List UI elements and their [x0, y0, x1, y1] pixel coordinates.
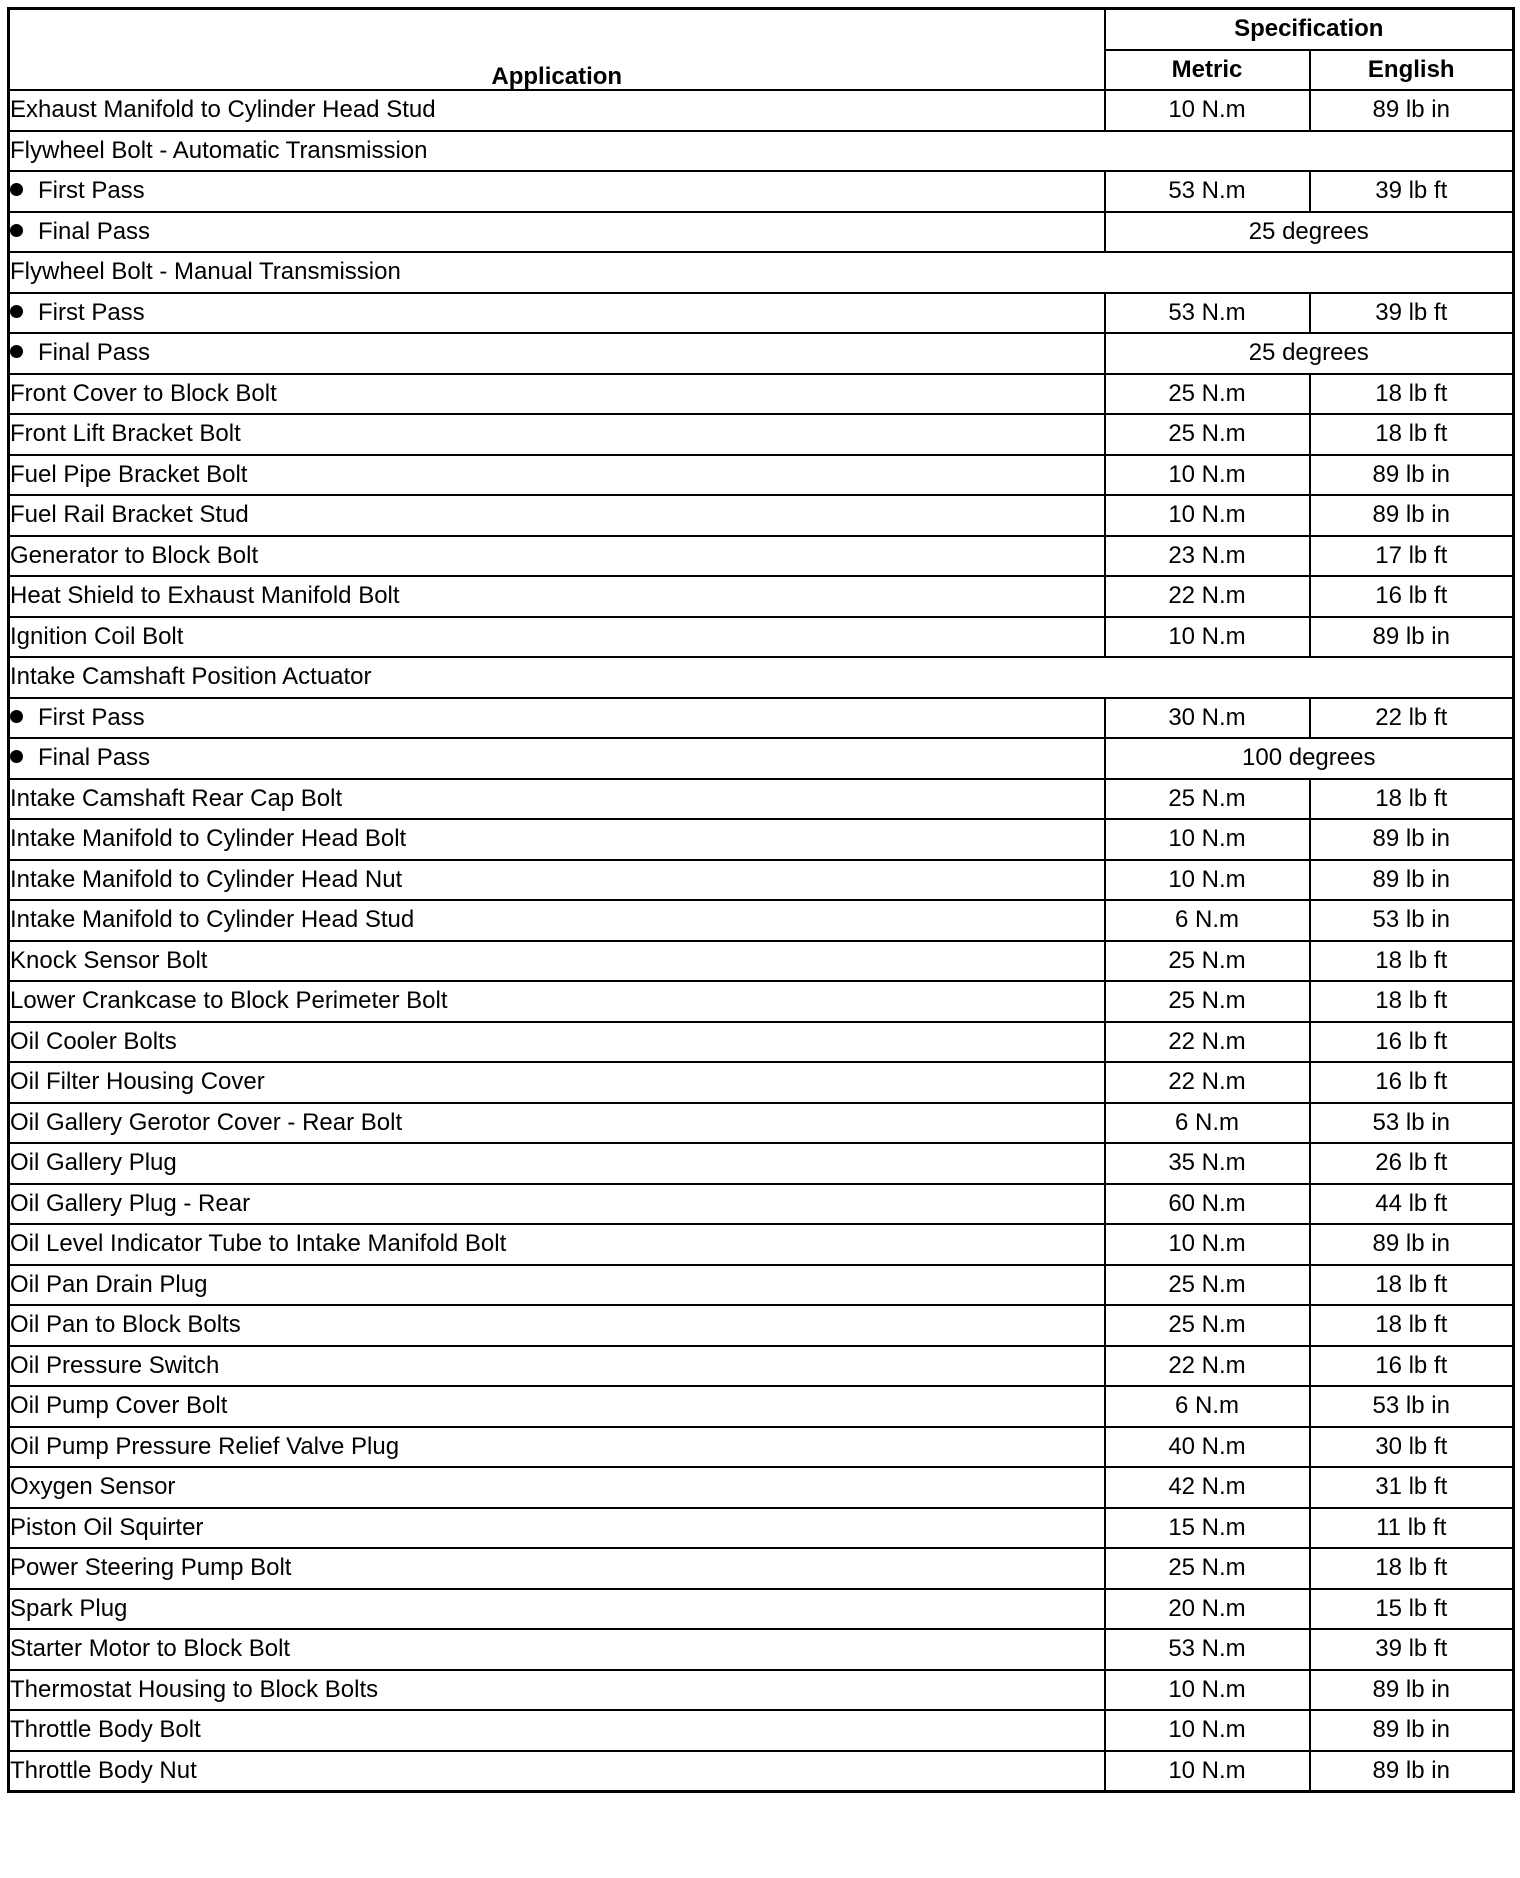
english-cell: 18 lb ft: [1310, 1265, 1514, 1306]
table-row: [9, 131, 1514, 172]
table-row: [9, 698, 1514, 739]
english-cell: 18 lb ft: [1310, 414, 1514, 455]
english-cell: 44 lb ft: [1310, 1184, 1514, 1225]
application-cell: Oil Cooler Bolts: [9, 1022, 1105, 1063]
metric-cell: 25 N.m: [1105, 941, 1310, 982]
english-cell: 39 lb ft: [1310, 1629, 1514, 1670]
metric-cell: 10 N.m: [1105, 617, 1310, 658]
sub-step-label: Final Pass: [38, 339, 151, 367]
metric-cell: 23 N.m: [1105, 536, 1310, 577]
torque-spec-table: [7, 7, 1515, 1793]
metric-header: Metric: [1105, 50, 1310, 91]
metric-cell: 6 N.m: [1105, 1386, 1310, 1427]
table-row: [9, 1346, 1514, 1387]
metric-cell: 10 N.m: [1105, 90, 1310, 131]
table-row: [9, 1265, 1514, 1306]
metric-cell: 35 N.m: [1105, 1143, 1310, 1184]
specification-header: Specification: [1105, 9, 1514, 50]
application-cell: Heat Shield to Exhaust Manifold Bolt: [9, 576, 1105, 617]
english-cell: 18 lb ft: [1310, 779, 1514, 820]
english-cell: 39 lb ft: [1310, 171, 1514, 212]
table-row: [9, 779, 1514, 820]
metric-cell: 25 N.m: [1105, 414, 1310, 455]
application-cell: Oil Gallery Plug - Rear: [9, 1184, 1105, 1225]
application-cell: Exhaust Manifold to Cylinder Head Stud: [9, 90, 1105, 131]
table-body: [9, 90, 1514, 1792]
angle-spec-cell: 25 degrees: [1105, 212, 1514, 253]
application-cell: Oil Pan to Block Bolts: [9, 1305, 1105, 1346]
table-row: [9, 1184, 1514, 1225]
english-cell: 18 lb ft: [1310, 981, 1514, 1022]
table-row: [9, 455, 1514, 496]
table-row: [9, 1508, 1514, 1549]
sub-step-label: First Pass: [38, 703, 145, 731]
english-cell: 89 lb in: [1310, 495, 1514, 536]
metric-cell: 53 N.m: [1105, 1629, 1310, 1670]
table-row: [9, 738, 1514, 779]
metric-cell: 22 N.m: [1105, 1022, 1310, 1063]
application-cell: Oil Pan Drain Plug: [9, 1265, 1105, 1306]
metric-cell: 25 N.m: [1105, 1265, 1310, 1306]
metric-cell: 15 N.m: [1105, 1508, 1310, 1549]
english-cell: 11 lb ft: [1310, 1508, 1514, 1549]
english-cell: 53 lb in: [1310, 1103, 1514, 1144]
table-row: [9, 819, 1514, 860]
application-cell: Intake Manifold to Cylinder Head Bolt: [9, 819, 1105, 860]
sub-step-label: First Pass: [38, 298, 145, 326]
metric-cell: 25 N.m: [1105, 1305, 1310, 1346]
english-cell: 89 lb in: [1310, 1710, 1514, 1751]
table-row: [9, 657, 1514, 698]
table-row: [9, 536, 1514, 577]
application-cell: Front Cover to Block Bolt: [9, 374, 1105, 415]
table-row: [9, 333, 1514, 374]
english-cell: 18 lb ft: [1310, 1548, 1514, 1589]
sub-step-cell: [9, 212, 1105, 253]
header-row-top: [9, 9, 1514, 50]
metric-cell: 10 N.m: [1105, 860, 1310, 901]
application-cell: Starter Motor to Block Bolt: [9, 1629, 1105, 1670]
metric-cell: 6 N.m: [1105, 900, 1310, 941]
metric-cell: 25 N.m: [1105, 779, 1310, 820]
application-cell: Ignition Coil Bolt: [9, 617, 1105, 658]
english-cell: 16 lb ft: [1310, 1346, 1514, 1387]
english-cell: 22 lb ft: [1310, 698, 1514, 739]
metric-cell: 10 N.m: [1105, 495, 1310, 536]
sub-step-cell: [9, 698, 1105, 739]
english-cell: 30 lb ft: [1310, 1427, 1514, 1468]
metric-cell: 40 N.m: [1105, 1427, 1310, 1468]
application-cell: Power Steering Pump Bolt: [9, 1548, 1105, 1589]
table-row: [9, 1548, 1514, 1589]
english-cell: 53 lb in: [1310, 900, 1514, 941]
english-cell: 89 lb in: [1310, 90, 1514, 131]
english-header: English: [1310, 50, 1514, 91]
table-row: [9, 860, 1514, 901]
application-cell: Generator to Block Bolt: [9, 536, 1105, 577]
application-cell: Oil Pump Cover Bolt: [9, 1386, 1105, 1427]
table-row: [9, 941, 1514, 982]
table-row: [9, 1305, 1514, 1346]
application-cell: Spark Plug: [9, 1589, 1105, 1630]
english-cell: 16 lb ft: [1310, 1022, 1514, 1063]
english-cell: 89 lb in: [1310, 819, 1514, 860]
metric-cell: 30 N.m: [1105, 698, 1310, 739]
application-cell: Lower Crankcase to Block Perimeter Bolt: [9, 981, 1105, 1022]
sub-step-label: Final Pass: [38, 744, 151, 772]
application-cell: Throttle Body Bolt: [9, 1710, 1105, 1751]
application-cell: Throttle Body Nut: [9, 1751, 1105, 1792]
table-header: [9, 9, 1514, 91]
application-cell: Oil Pressure Switch: [9, 1346, 1105, 1387]
metric-cell: 10 N.m: [1105, 1751, 1310, 1792]
sub-step-cell: [9, 171, 1105, 212]
sub-step-cell: [9, 738, 1105, 779]
table-row: [9, 1427, 1514, 1468]
application-cell: Oil Pump Pressure Relief Valve Plug: [9, 1427, 1105, 1468]
english-cell: 31 lb ft: [1310, 1467, 1514, 1508]
metric-cell: 22 N.m: [1105, 1346, 1310, 1387]
table-row: [9, 1062, 1514, 1103]
metric-cell: 6 N.m: [1105, 1103, 1310, 1144]
application-cell: Oil Gallery Gerotor Cover - Rear Bolt: [9, 1103, 1105, 1144]
english-cell: 53 lb in: [1310, 1386, 1514, 1427]
english-cell: 89 lb in: [1310, 1224, 1514, 1265]
metric-cell: 10 N.m: [1105, 455, 1310, 496]
metric-cell: 22 N.m: [1105, 576, 1310, 617]
table-row: [9, 1022, 1514, 1063]
bullet-icon: [10, 710, 23, 723]
application-header: Application: [9, 9, 1105, 91]
english-cell: 16 lb ft: [1310, 1062, 1514, 1103]
table-row: [9, 374, 1514, 415]
english-cell: 18 lb ft: [1310, 374, 1514, 415]
application-cell: Oil Filter Housing Cover: [9, 1062, 1105, 1103]
table-row: [9, 1751, 1514, 1792]
bullet-icon: [10, 224, 23, 237]
table-row: [9, 576, 1514, 617]
table-row: [9, 252, 1514, 293]
sub-step-label: First Pass: [38, 177, 145, 205]
table-row: [9, 1103, 1514, 1144]
metric-cell: 20 N.m: [1105, 1589, 1310, 1630]
table-row: [9, 617, 1514, 658]
metric-cell: 25 N.m: [1105, 981, 1310, 1022]
english-cell: 89 lb in: [1310, 1751, 1514, 1792]
english-cell: 89 lb in: [1310, 617, 1514, 658]
english-cell: 18 lb ft: [1310, 941, 1514, 982]
table-row: [9, 1710, 1514, 1751]
english-cell: 89 lb in: [1310, 860, 1514, 901]
table-row: [9, 1629, 1514, 1670]
metric-cell: 60 N.m: [1105, 1184, 1310, 1225]
metric-cell: 53 N.m: [1105, 293, 1310, 334]
table-row: [9, 1143, 1514, 1184]
application-cell: Oil Gallery Plug: [9, 1143, 1105, 1184]
application-cell: Oxygen Sensor: [9, 1467, 1105, 1508]
english-cell: 39 lb ft: [1310, 293, 1514, 334]
application-cell: Front Lift Bracket Bolt: [9, 414, 1105, 455]
application-cell: Piston Oil Squirter: [9, 1508, 1105, 1549]
table-row: [9, 1386, 1514, 1427]
metric-cell: 10 N.m: [1105, 1224, 1310, 1265]
group-heading-cell: Intake Camshaft Position Actuator: [9, 657, 1514, 698]
english-cell: 15 lb ft: [1310, 1589, 1514, 1630]
table-row: [9, 900, 1514, 941]
metric-cell: 25 N.m: [1105, 374, 1310, 415]
application-cell: Oil Level Indicator Tube to Intake Manifold Bolt: [9, 1224, 1105, 1265]
table-row: [9, 293, 1514, 334]
english-cell: 16 lb ft: [1310, 576, 1514, 617]
application-cell: Fuel Rail Bracket Stud: [9, 495, 1105, 536]
table-row: [9, 90, 1514, 131]
sub-step-cell: [9, 333, 1105, 374]
angle-spec-cell: 25 degrees: [1105, 333, 1514, 374]
application-cell: Thermostat Housing to Block Bolts: [9, 1670, 1105, 1711]
english-cell: 89 lb in: [1310, 455, 1514, 496]
application-cell: Fuel Pipe Bracket Bolt: [9, 455, 1105, 496]
group-heading-cell: Flywheel Bolt - Automatic Transmission: [9, 131, 1514, 172]
metric-cell: 42 N.m: [1105, 1467, 1310, 1508]
table-row: [9, 1670, 1514, 1711]
bullet-icon: [10, 345, 23, 358]
table-row: [9, 1589, 1514, 1630]
angle-spec-cell: 100 degrees: [1105, 738, 1514, 779]
metric-cell: 10 N.m: [1105, 1670, 1310, 1711]
sub-step-label: Final Pass: [38, 217, 151, 245]
english-cell: 26 lb ft: [1310, 1143, 1514, 1184]
application-cell: Knock Sensor Bolt: [9, 941, 1105, 982]
table-row: [9, 1224, 1514, 1265]
group-heading-cell: Flywheel Bolt - Manual Transmission: [9, 252, 1514, 293]
table-row: [9, 414, 1514, 455]
bullet-icon: [10, 750, 23, 763]
english-cell: 18 lb ft: [1310, 1305, 1514, 1346]
table-row: [9, 212, 1514, 253]
english-cell: 89 lb in: [1310, 1670, 1514, 1711]
metric-cell: 10 N.m: [1105, 1710, 1310, 1751]
metric-cell: 25 N.m: [1105, 1548, 1310, 1589]
table-row: [9, 981, 1514, 1022]
bullet-icon: [10, 305, 23, 318]
sub-step-cell: [9, 293, 1105, 334]
metric-cell: 10 N.m: [1105, 819, 1310, 860]
bullet-icon: [10, 183, 23, 196]
application-cell: Intake Manifold to Cylinder Head Stud: [9, 900, 1105, 941]
metric-cell: 22 N.m: [1105, 1062, 1310, 1103]
english-cell: 17 lb ft: [1310, 536, 1514, 577]
metric-cell: 53 N.m: [1105, 171, 1310, 212]
application-cell: Intake Manifold to Cylinder Head Nut: [9, 860, 1105, 901]
application-cell: Intake Camshaft Rear Cap Bolt: [9, 779, 1105, 820]
table-row: [9, 171, 1514, 212]
table-row: [9, 495, 1514, 536]
table-row: [9, 1467, 1514, 1508]
